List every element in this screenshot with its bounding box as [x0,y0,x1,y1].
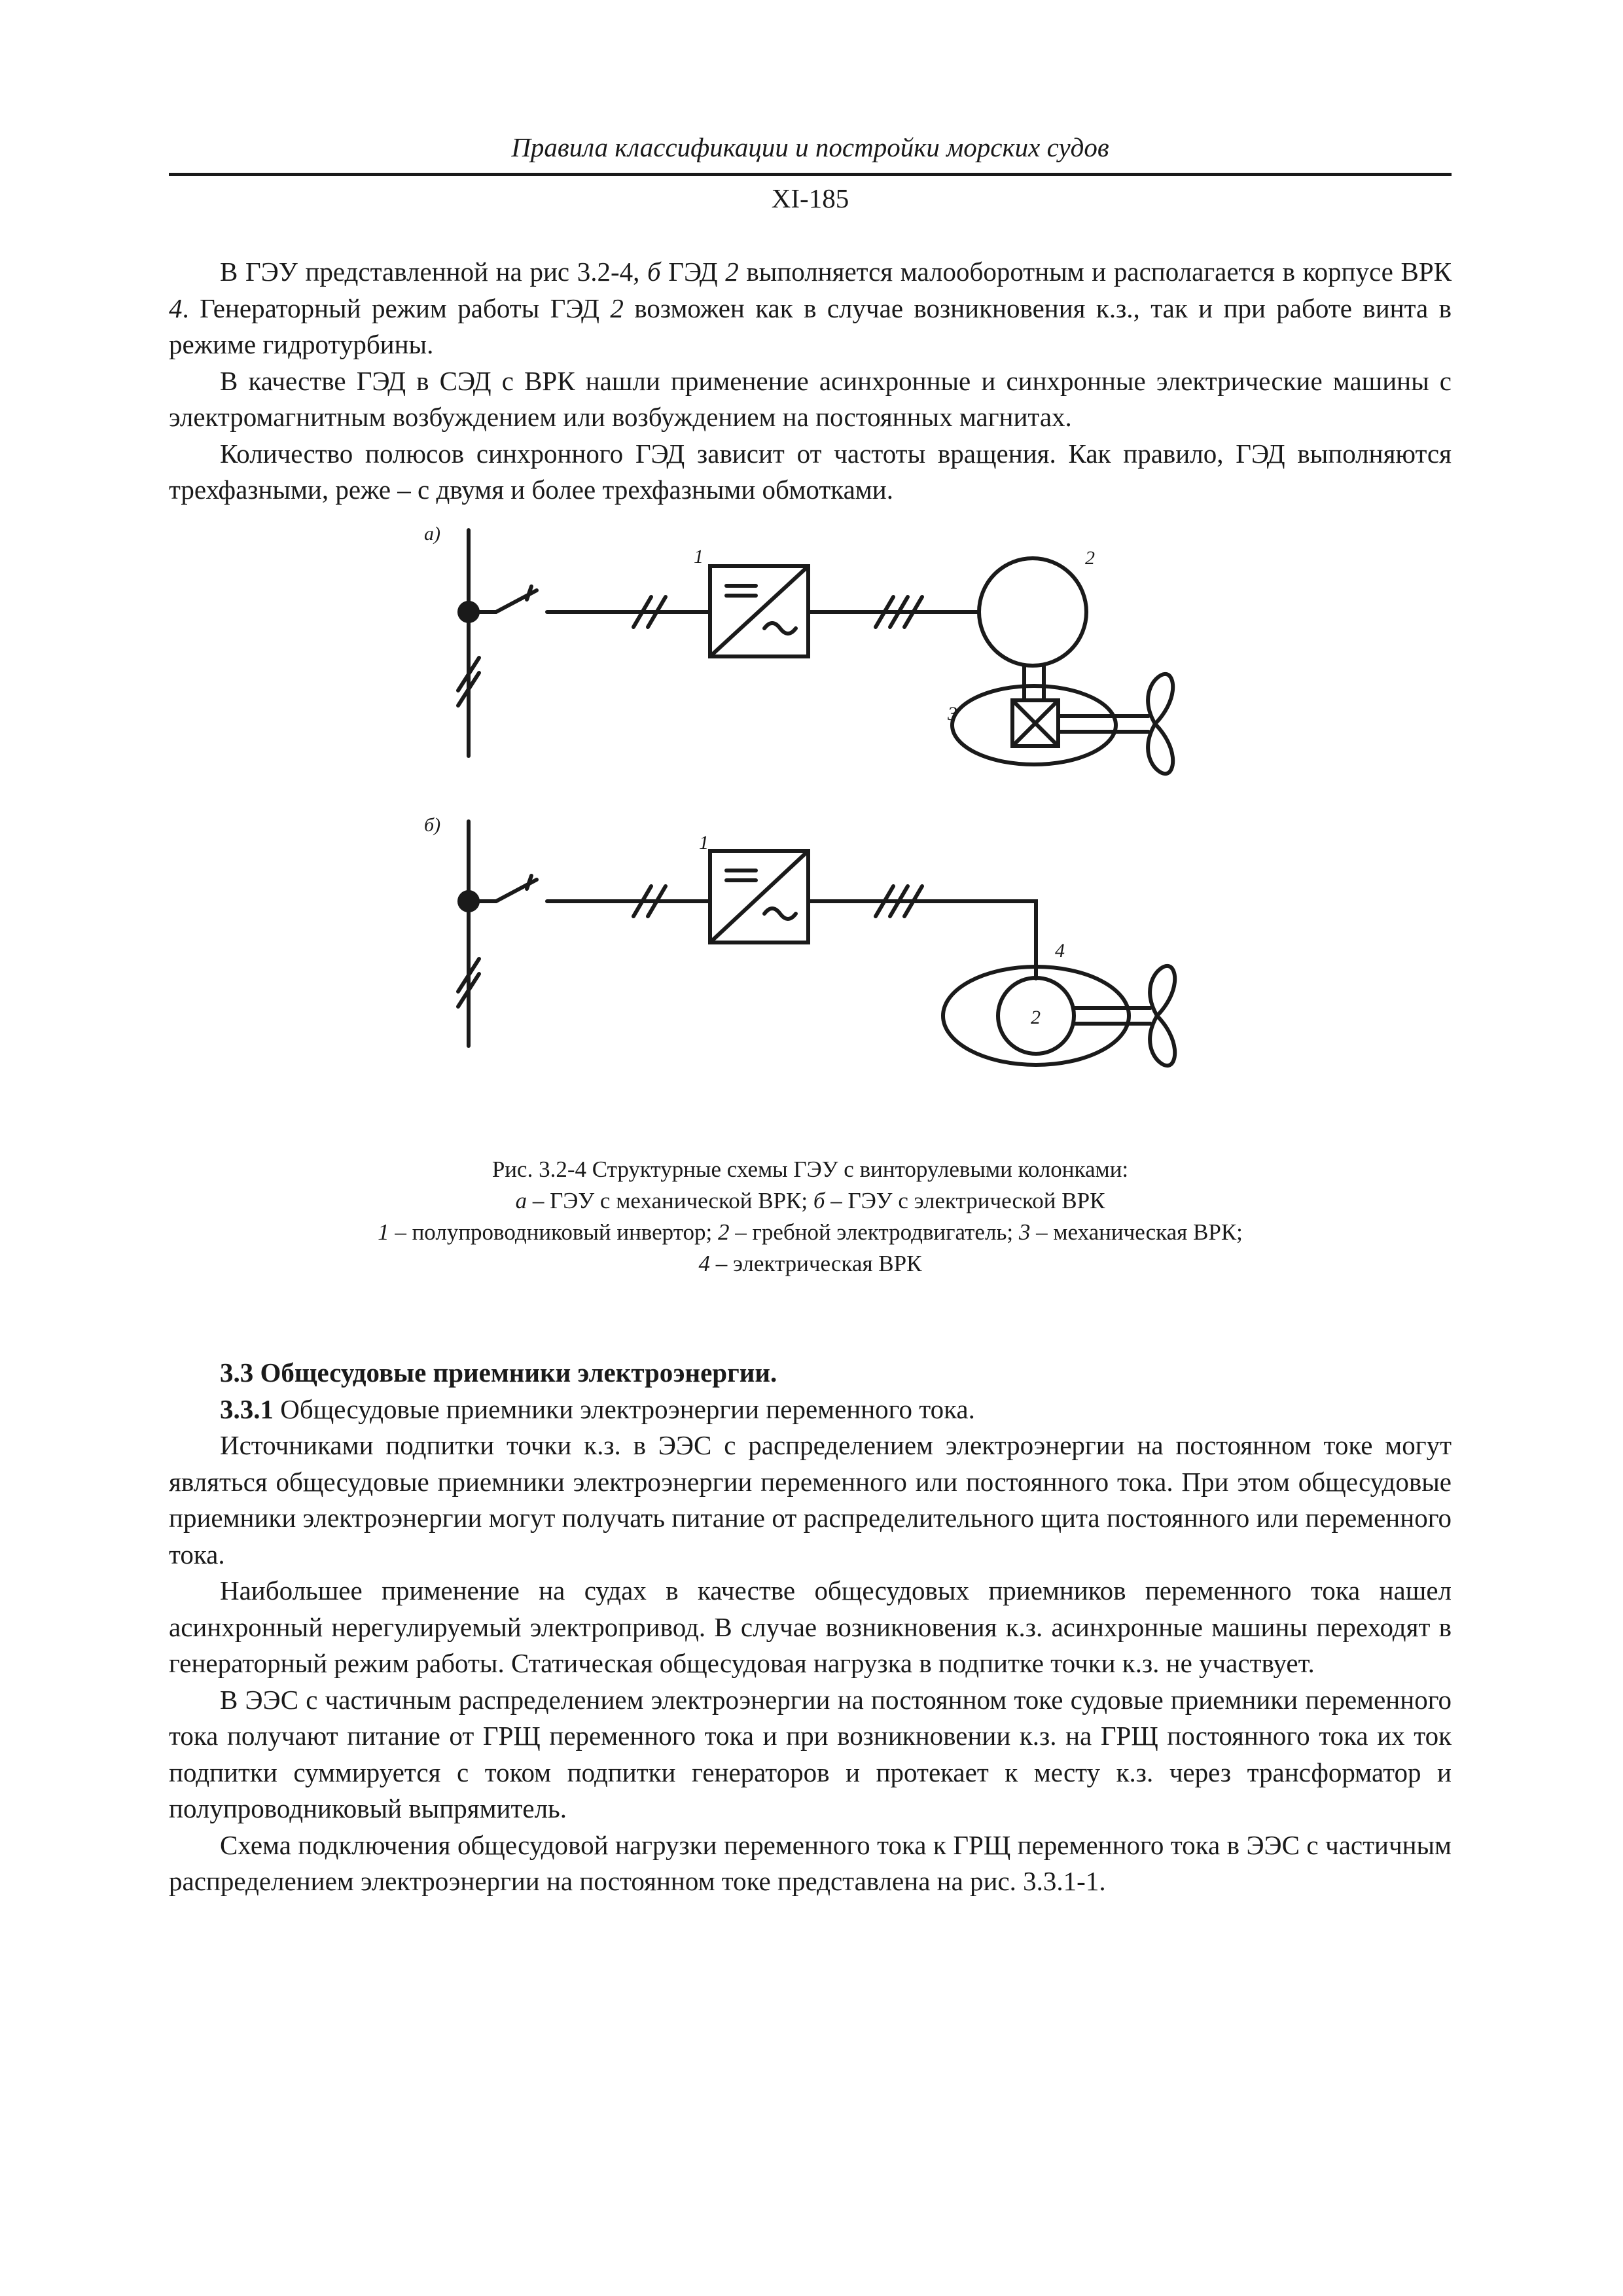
section-paragraph-1: Источниками подпитки точки к.з. в ЭЭС с распределением электроэнергии на постоянном токе могут являться общесудовые приемники электроэнергии переменного или постоянного тока. При этом общесудовые приемники электроэнергии могут получать питание от распределительного щита постоянного или переменного тока. [169,1430,1452,1570]
section-paragraph-2: Наибольшее применение на судах в качестве общесудовых приемников переменного тока нашел асинхронный нерегулируемый электропривод. В случае возникновения к.з. асинхронные машины переходят в генераторный режим работы. Статическая общесудовая нагрузка в подпитке точки к.з. не участвует. [169,1575,1452,1678]
callout-2-b: 2 [1031,1007,1041,1028]
section-heading: 3.3 Общесудовые приемники электроэнергии. [220,1357,777,1388]
figure-caption [169,1154,1452,1280]
callout-1-b: 1 [699,832,709,853]
callout-2-a: 2 [1085,547,1095,569]
caption-title: Рис. 3.2-4 Структурные схемы ГЭУ с винторулевыми колонками: [491,1157,1129,1182]
intro-paragraph-2: В качестве ГЭД в СЭД с ВРК нашли применение асинхронные и синхронные электрические машины с электромагнитным возбуждением или возбуждением на постоянных магнитах. [169,365,1452,432]
propeller-b [1150,966,1175,1066]
subsection-heading: 3.3.1 Общесудовые приемники электроэнергии переменного тока. [220,1393,975,1424]
caption-line-4: 4 – электрическая ВРК [698,1251,922,1276]
caption-line-2: а – ГЭУ с механической ВРК; б – ГЭУ с электрической ВРК [515,1188,1105,1213]
callout-4-b: 4 [1055,940,1065,961]
callout-1-a: 1 [694,546,704,567]
page-number: XI-185 [771,183,849,213]
propeller-a [1148,674,1173,774]
running-header-title: Правила классификации и постройки морских судов [511,132,1109,162]
callout-3-a: 3 [948,703,957,725]
scheme-b [458,821,1175,1066]
section-paragraph-3: В ЭЭС с частичным распределением электроэнергии на постоянном токе судовые приемники переменного тока получают питание от ГРЩ переменного тока и при возникновении к.з. на ГРЩ постоянного тока их ток подпитки суммируется с током подпитки генераторов и протекает к месту к.з. через трансформатор и полупроводниковый выпрямитель. [169,1684,1452,1823]
scheme-a-label: а) [424,523,440,545]
propulsion-motor-a [979,558,1086,666]
section-paragraph-4: Схема подключения общесудовой нагрузки переменного тока к ГРЩ переменного тока в ЭЭС с частичным распределением электроэнергии на постоянном токе представлена на рис. 3.3.1-1. [169,1829,1452,1896]
intro-paragraph-3: Количество полюсов синхронного ГЭД зависит от частоты вращения. Как правило, ГЭД выполняются трехфазными, реже – с двумя и более трехфазными обмотками. [169,438,1452,505]
motor-feed-line-b [808,901,1036,978]
caption-line-3: 1 – полупроводниковый инвертор; 2 – гребной электродвигатель; 3 – механическая ВРК; [378,1219,1243,1245]
section-text [169,1355,1452,1900]
intro-paragraph-1: В ГЭУ представленной на рис 3.2-4, б ГЭД 2 выполняется малооборотным и располагается в корпусе ВРК 4. Генераторный режим работы ГЭД 2 возможен как в случае возникновения к.з., так и при работе винта в режиме гидротурбины. [169,257,1452,359]
scheme-a [458,530,1173,774]
scheme-b-label: б) [424,814,441,836]
